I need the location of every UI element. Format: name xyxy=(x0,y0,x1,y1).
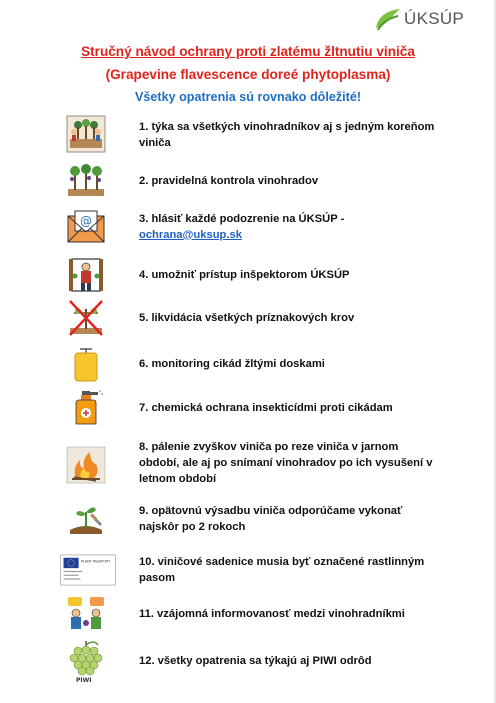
communication-people-icon xyxy=(64,594,108,634)
list-item-5: 5. likvidácia všetkých príznakových krov xyxy=(139,312,355,324)
list-item-10: 10. viničové sadenice musia byť označené rastlinným pasom xyxy=(139,556,425,584)
yellow-sticky-trap-icon xyxy=(64,344,108,384)
leaf-logo-icon xyxy=(372,6,402,32)
list-item-1: 1. týka sa všetkých vinohradníkov aj s jedným koreňom viniča xyxy=(139,121,435,149)
list-item-8: 8. pálenie zvyškov viniča po reze viniča v jarnom období, ale aj po snímaní vinohradov po ich vysušení v letnom období xyxy=(139,441,433,485)
removed-vine-icon xyxy=(64,298,108,338)
list-item-3: 3. hlásiť každé podozrenie na ÚKSÚP - ochrana@uksup.sk xyxy=(139,213,345,241)
list-item-11: 11. vzájomná informovanosť medzi vinohradníkmi xyxy=(139,608,405,620)
list-item-4: 4. umožniť prístup inšpektorom ÚKSÚP xyxy=(139,269,350,281)
uksup-logo xyxy=(372,4,484,34)
piwi-grapes-icon xyxy=(64,638,108,684)
list-item-9: 9. opätovnú výsadbu viniča odporúčame vykonať najskôr po 2 rokoch xyxy=(139,505,403,533)
page-title: Stručný návod ochrany proti zlatému žltnutiu viniča xyxy=(81,44,415,59)
list-item-7: 7. chemická ochrana insekticídmi proti cikádam xyxy=(139,402,393,414)
list-item-12: 12. všetky opatrenia sa týkajú aj PIWI odrôd xyxy=(139,655,372,667)
logo-text: ÚKSÚP xyxy=(404,9,465,28)
contact-email-link[interactable]: ochrana@uksup.sk xyxy=(139,228,242,241)
list-item-2: 2. pravidelná kontrola vinohradov xyxy=(139,175,319,187)
passport-label: PLANT PASSPORT xyxy=(80,559,111,564)
piwi-badge: PIWI xyxy=(76,677,92,683)
seedling-planting-icon xyxy=(64,497,108,537)
page-title-latin: (Grapevine flavescence doreé phytoplasma) xyxy=(105,67,391,82)
inspector-gate-icon xyxy=(64,255,108,295)
burning-remains-icon xyxy=(64,445,108,485)
page-subtitle: Všetky opatrenia sú rovnako dôležité! xyxy=(134,90,362,104)
vineyard-plants-icon xyxy=(64,160,108,200)
insecticide-spray-icon xyxy=(64,388,108,428)
vineyard-owners-icon xyxy=(64,114,108,154)
svg-text:@: @ xyxy=(80,214,92,228)
list-item-6: 6. monitoring cikád žltými doskami xyxy=(139,358,325,370)
email-envelope-icon xyxy=(64,207,108,247)
plant-passport-icon xyxy=(58,550,118,590)
